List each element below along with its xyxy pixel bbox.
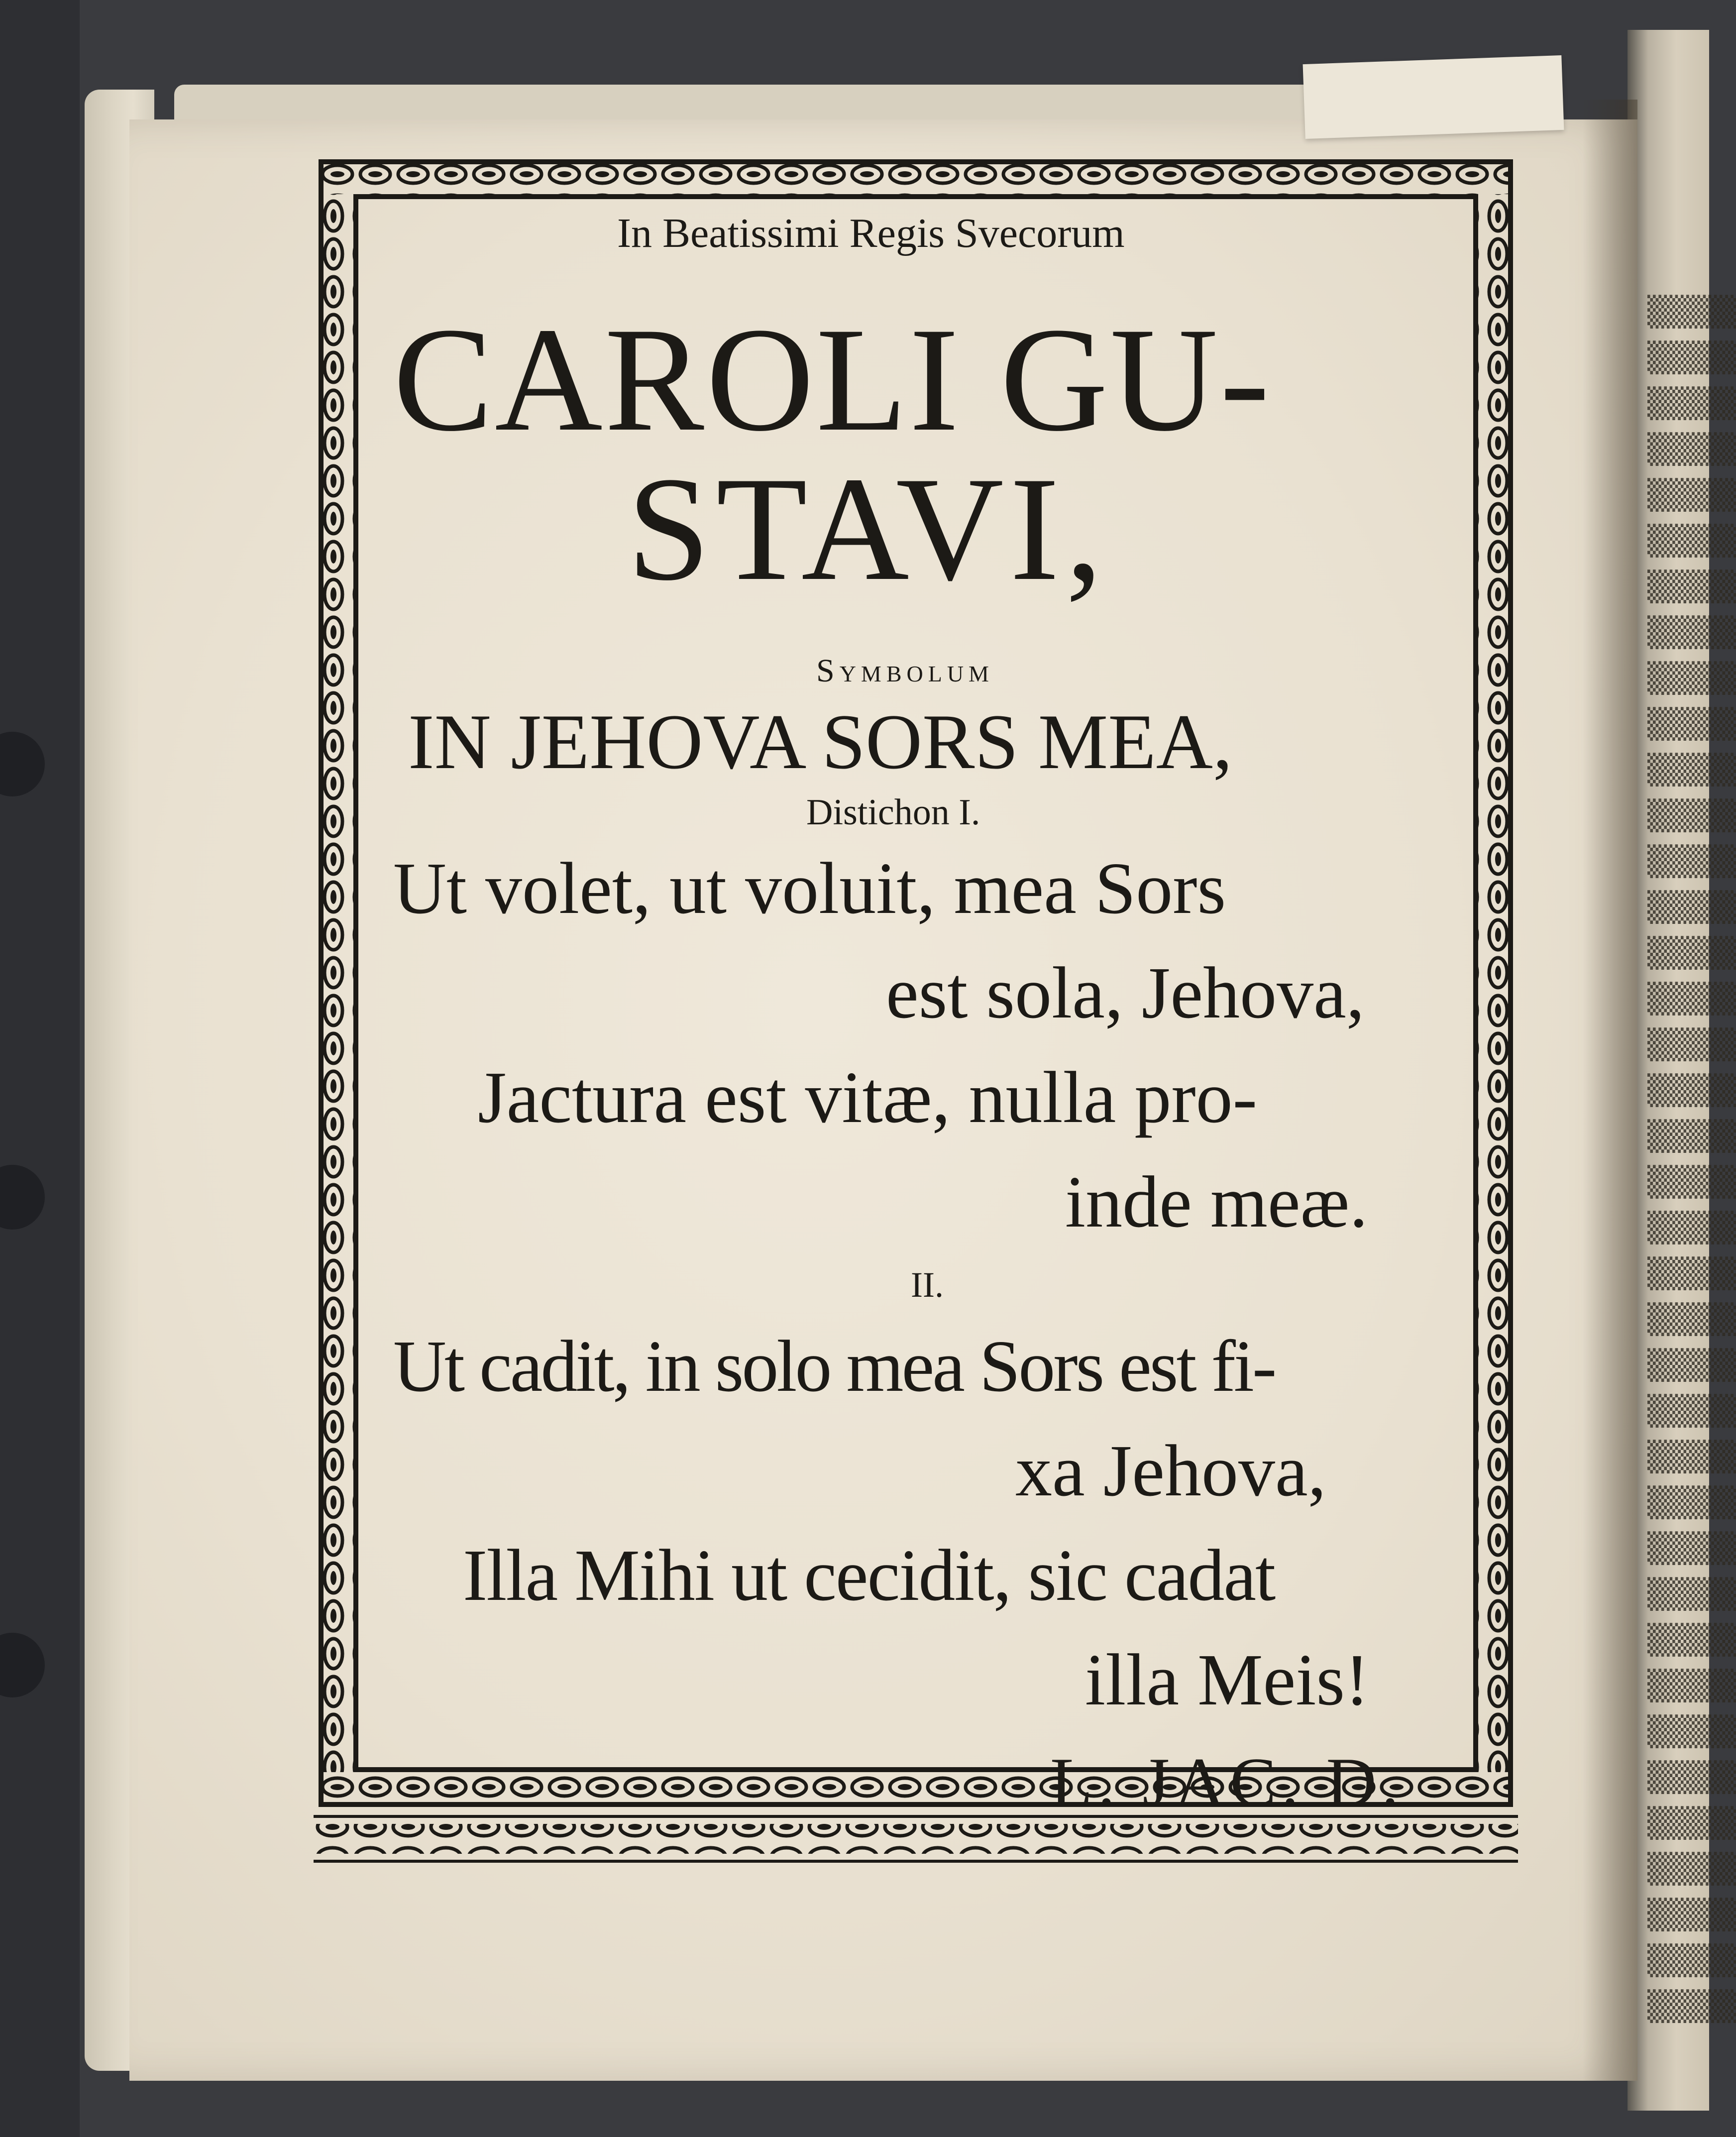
- author-signature: L. JAC. D.: [1050, 1744, 1404, 1821]
- king-name-line-2: STAVI,: [627, 446, 1109, 611]
- section-number: II.: [911, 1265, 944, 1305]
- facing-page: [1628, 30, 1736, 2111]
- verse-line: est sola, Jehova,: [886, 952, 1365, 1034]
- paper-tab: [1303, 55, 1564, 139]
- symbolum-label: Symbolum: [816, 653, 994, 689]
- page-text: [378, 209, 1453, 1821]
- facing-page-text: ▒▒▒▒ ▒▒▒▒ ▒▒▒▒ ▒▒▒▒ ▒▒▒▒ ▒▒▒▒ ▒▒▒▒ ▒▒▒▒ ▒▒▒▒ ▒▒▒▒ ▒▒▒▒ ▒▒▒▒ ▒▒▒▒ ▒▒▒▒ ▒▒▒▒ ▒▒▒▒ ▒▒▒▒ ▒▒▒▒ ▒▒▒▒ ▒▒▒▒ ▒▒▒▒ ▒▒▒▒ ▒▒▒▒ ▒▒▒▒ ▒▒▒▒ ▒▒▒▒ ▒▒▒▒ ▒▒▒▒ ▒▒▒▒ ▒▒▒▒ ▒▒▒▒ ▒▒▒▒ ▒▒▒▒ ▒▒▒▒ ▒▒▒▒ ▒▒▒▒ ▒▒▒▒ ▒▒▒▒: [1647, 295, 1736, 2023]
- king-name-line-1: CAROLI GU-: [393, 297, 1272, 462]
- verse-line: Ut volet, ut voluit, mea Sors: [393, 848, 1226, 929]
- verse-line: Ut cadit, in solo mea Sors est fi-: [393, 1326, 1275, 1407]
- verse-line: inde meæ.: [1065, 1161, 1368, 1243]
- book-gutter: [1583, 100, 1637, 2081]
- backdrop-left: [0, 0, 80, 2137]
- headline: In Beatissimi Regis Svecorum: [617, 210, 1125, 256]
- verse-line: illa Meis!: [1085, 1639, 1370, 1721]
- distichon-label: Distichon I.: [806, 792, 980, 833]
- motto: IN JEHOVA SORS MEA,: [408, 698, 1233, 786]
- verse-line: xa Jehova,: [1015, 1430, 1326, 1512]
- verse-line: Jactura est vitæ, nulla pro-: [478, 1057, 1257, 1138]
- verse-line: Illa Mihi ut cecidit, sic cadat: [463, 1535, 1275, 1616]
- bottom-ornament-band: [314, 1812, 1518, 1892]
